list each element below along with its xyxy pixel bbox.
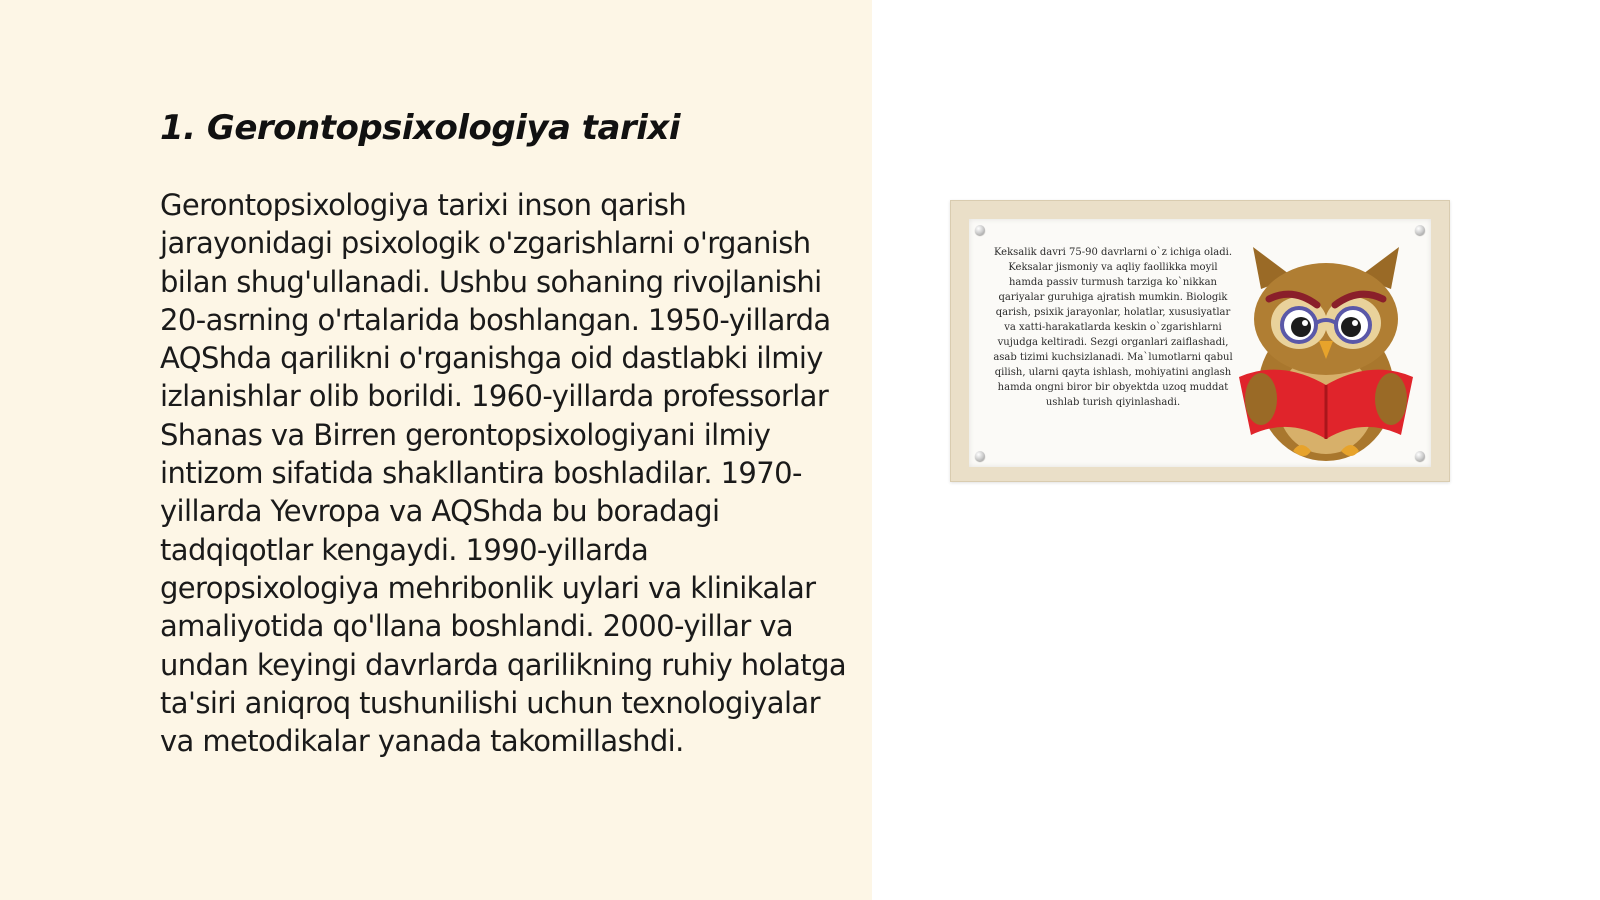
owl-reading-book-icon (1231, 239, 1421, 469)
pin-icon (975, 451, 985, 461)
pin-icon (975, 225, 985, 235)
owl-wing-right (1375, 373, 1407, 425)
slide-body-text: Gerontopsixologiya tarixi inson qarish jarayonidagi psixologik o'zgarishlarni o'rganish bilan shug'ullanadi. Ushbu sohaning rivojlanishi 20-asrning o'rtalarida boshlangan. 1950-yillarda AQShda qarilikni o'rganishga oid dastlabki ilmiy izlanishlar olib borildi. 1960-yillarda professorlar Shanas va Birren gerontopsixologiyani ilmiy intizom sifatida shakllantira boshladilar. 1970-yillarda Yevropa va AQShda bu boradagi tadqiqotlar kengaydi. 1990-yillarda geropsixologiya mehribonlik uylari va klinikalar amaliyotida qo'llana boshlandi. 2000-yillar va undan keyingi davrlarda qarilikning ruhiy holatga ta'siri aniqroq tushunilishi uchun texnologiyalar va metodikalar yanada takomillashdi. (160, 188, 847, 759)
picture-paper (969, 219, 1431, 467)
owl-wing-left (1245, 373, 1277, 425)
pin-icon (1415, 225, 1425, 235)
framed-picture (950, 200, 1450, 482)
picture-note-text: Keksalik davri 75-90 davrlarni o`z ichiga oladi. Keksalar jismoniy va aqliy faollikka moyil hamda passiv turmush tarziga ko`nikkan qariyalar guruhiga ajratish mumkin. Biologik qarish, psixik jarayonlar, holatlar, xususiyatlar va xatti-harakatlarda keskin o`zgarishlarni vujudga keltiradi. Sezgi organlari zaiflashadi, asab tizimi kuchsizlanadi. Ma`lumotlarni qabul qilish, ularni qayta ishlash, mohiyatini anglash hamda ongni biror bir obyektda uzoq muddat ushlab turish qiyinlashadi. (993, 247, 1233, 408)
owl-pupil-right (1341, 317, 1361, 337)
owl-pupil-left (1291, 317, 1311, 337)
slide-title: 1. Gerontopsixologiya tarixi (160, 108, 680, 148)
